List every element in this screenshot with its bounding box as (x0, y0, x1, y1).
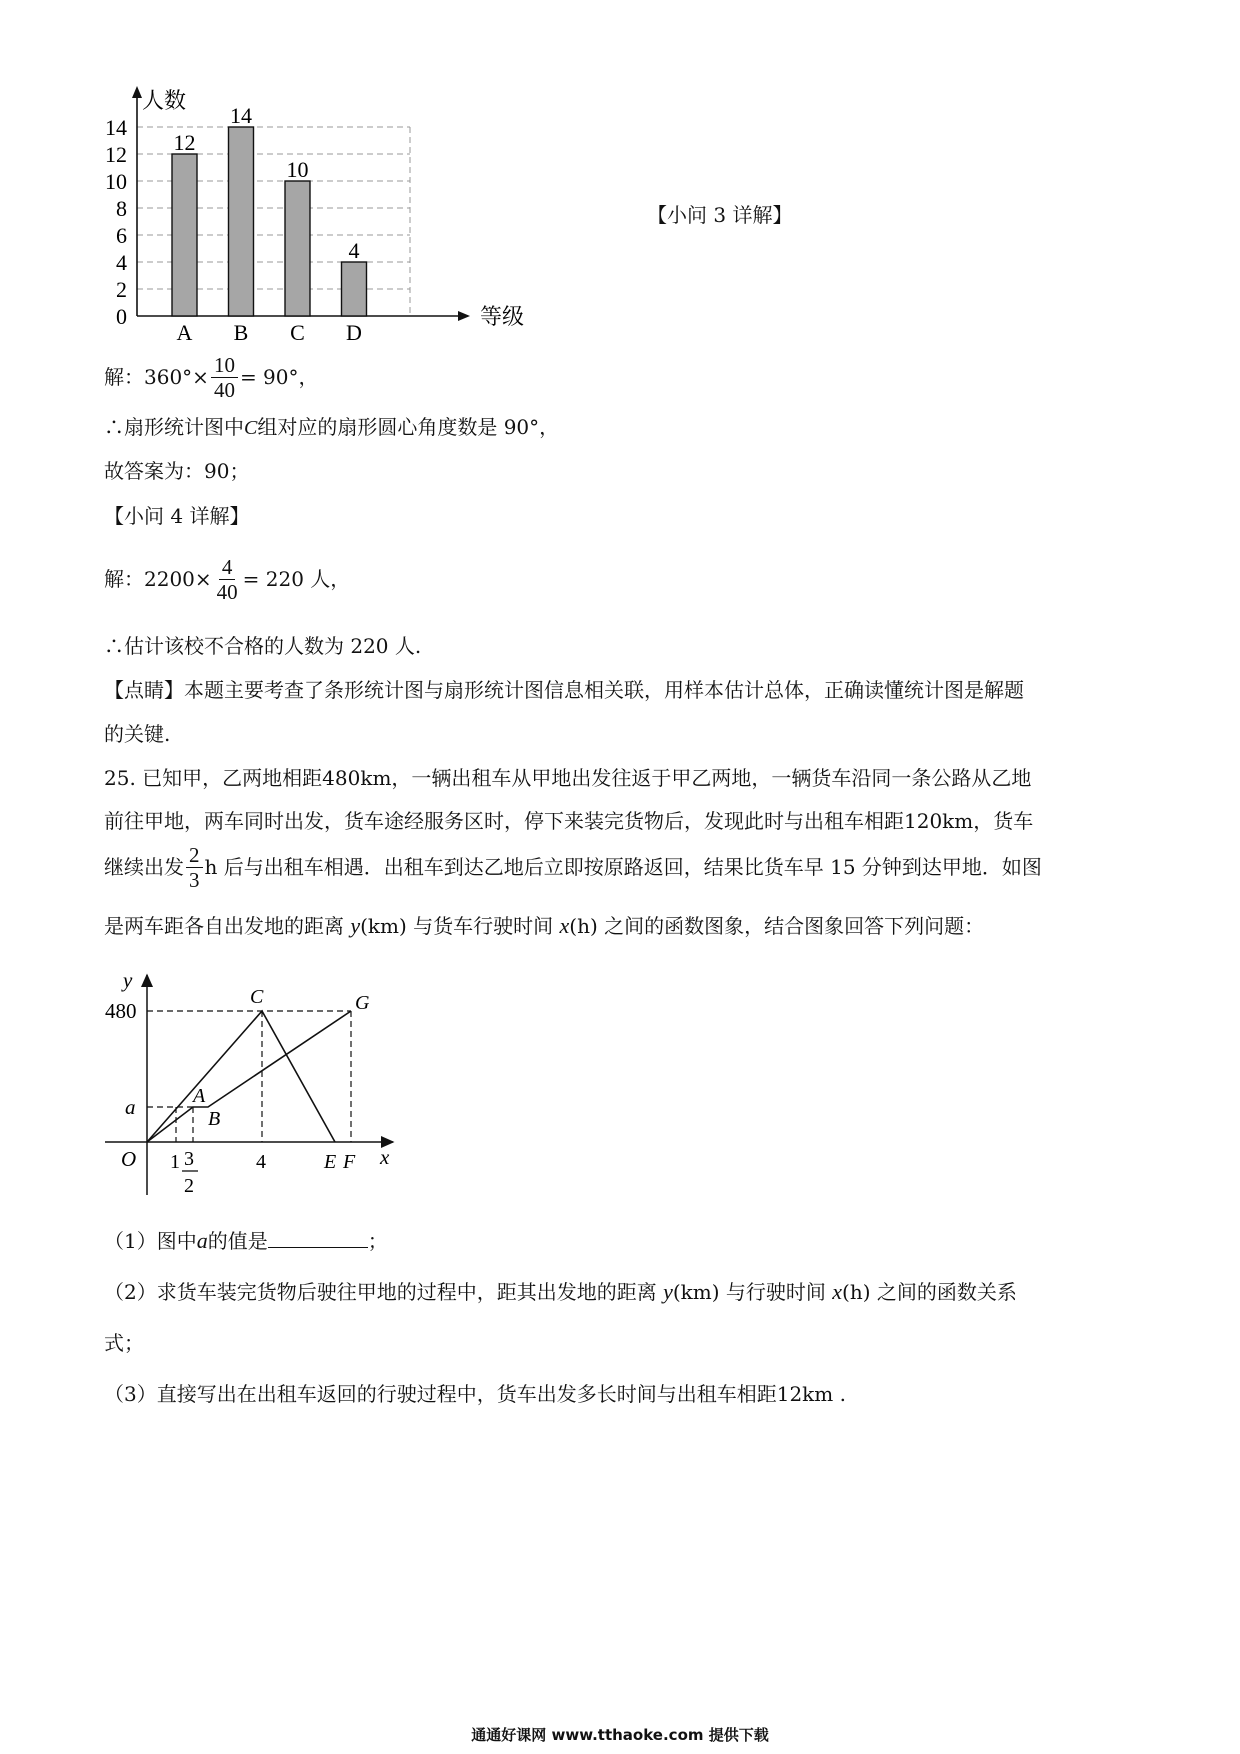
q4-calc-suffix: = 220 人， (242, 567, 351, 591)
problem25-line4-post: (h) 之间的函数图象，结合图象回答下列问题： (569, 914, 985, 938)
q3-answer: 故答案为：90； (104, 459, 250, 483)
q2-pre: （2）求货车装完货物后驶往甲地的过程中，距其出发地的距离 (104, 1280, 657, 1304)
chart-data-label: 4 (348, 238, 360, 263)
graph-origin-label: O (121, 1147, 137, 1171)
question-2-line-2: 式； (104, 1331, 144, 1355)
chart-y-tick-label: 2 (116, 277, 127, 302)
q1-post: 的值是 (207, 1229, 268, 1253)
comment-line-2: 的关键. (104, 722, 171, 746)
graph-y-label: y (123, 968, 133, 992)
chart-y-tick-label: 0 (116, 304, 127, 329)
q3-fraction (211, 354, 238, 401)
graph-x-1: 1 (170, 1151, 180, 1173)
chart-bar-C (285, 181, 310, 316)
problem25-line3-pre: 继续出发 (104, 855, 184, 879)
chart-data-label: 12 (173, 130, 196, 155)
chart-x-axis-label: 等级 (480, 304, 525, 329)
chart-y-tick-label: 4 (116, 250, 127, 275)
chart-bar-A (172, 154, 197, 316)
chart-y-tick-label: 14 (105, 115, 127, 140)
problem25-var-y: y (350, 913, 361, 938)
q1-var: a (196, 1228, 208, 1253)
q2-var-x: x (832, 1279, 843, 1304)
question-3: （3）直接写出在出租车返回的行驶过程中，货车出发多长时间与出租车相距12km . (104, 1382, 846, 1406)
graph-point-G: G (355, 992, 370, 1014)
question-1 (104, 1228, 388, 1254)
problem25-line-3 (104, 840, 1042, 894)
q3-frac-num: 10 (211, 354, 238, 378)
problem25-fraction (186, 844, 203, 891)
chart-data-label: 14 (230, 103, 252, 128)
q4-conclusion: ∴估计该校不合格的人数为 220 人. (104, 634, 422, 658)
problem25-line3-post: h 后与出租车相遇．出租车到达乙地后立即按原路返回，结果比货车早 15 分钟到达甲地．如图 (204, 855, 1042, 879)
q3-frac-den: 40 (213, 377, 235, 402)
q1-end: ； (367, 1229, 388, 1253)
chart-x-arrow (458, 311, 470, 321)
q4-frac-num: 4 (219, 556, 236, 580)
q4-fraction (214, 556, 241, 603)
bar-chart (100, 80, 560, 350)
q2-mid: (km) 与行驶时间 (672, 1280, 826, 1304)
page-footer: 通通好课网 www.tthaoke.com 提供下载 (471, 1726, 769, 1744)
q4-calc-prefix: 解：2200× (104, 567, 212, 591)
truck-line (147, 1011, 351, 1142)
chart-bar-D (342, 262, 367, 316)
graph-y-a: a (125, 1095, 136, 1119)
problem25-line-2: 前往甲地，两车同时出发，货车途经服务区时，停下来装完货物后，发现此时与出租车相距120km，货车 (104, 809, 1034, 833)
chart-category-label: C (290, 320, 305, 345)
q4-heading: 【小问 4 详解】 (104, 504, 250, 528)
chart-y-axis-label: 人数 (142, 88, 187, 113)
graph-point-A: A (193, 1085, 206, 1107)
q3-calc-prefix: 解：360°× (104, 365, 209, 389)
graph-x-frac-num: 3 (184, 1148, 194, 1170)
q2-post: (h) 之间的函数关系 (842, 1280, 1017, 1304)
q2-var-y: y (663, 1279, 673, 1304)
graph-y-480: 480 (105, 999, 137, 1023)
q4-calculation (104, 552, 350, 606)
chart-y-tick-label: 12 (105, 142, 127, 167)
chart-y-tick-label: 6 (116, 223, 127, 248)
graph-point-F: F (343, 1151, 356, 1173)
graph-point-E: E (324, 1151, 337, 1173)
chart-bar-B (229, 127, 254, 316)
graph-lines (147, 1011, 351, 1142)
chart-y-tick-label: 8 (116, 196, 127, 221)
q3-conclusion-post: 组对应的扇形圆心角度数是 90°， (257, 415, 560, 439)
q3-heading: 【小问 3 详解】 (647, 203, 793, 227)
problem25-frac-num: 2 (186, 844, 203, 868)
q3-conclusion (104, 414, 559, 441)
graph-x-4: 4 (256, 1151, 266, 1173)
function-graph (95, 965, 415, 1210)
problem25-line4-pre: 是两车距各自出发地的距离 (104, 914, 344, 938)
problem25-var-x: x (559, 913, 570, 938)
chart-y-tick-label: 10 (105, 169, 127, 194)
q3-conclusion-pre: ∴扇形统计图中 (104, 415, 244, 439)
taxi-line (147, 1011, 335, 1142)
chart-category-label: D (346, 320, 362, 345)
chart-data-label: 10 (286, 157, 309, 182)
problem25-line-1: 25. 已知甲，乙两地相距480km，一辆出租车从甲地出发往返于甲乙两地，一辆货车沿同一条公路从乙地 (104, 766, 1032, 790)
chart-category-label: A (176, 320, 193, 345)
q1-pre: （1）图中 (104, 1229, 197, 1253)
comment-line-1: 【点睛】本题主要考查了条形统计图与扇形统计图信息相关联，用样本估计总体，正确读懂统计图是解题 (104, 678, 1024, 702)
chart-y-arrow (132, 86, 142, 98)
problem25-line4-mid: (km) 与货车行驶时间 (360, 914, 554, 938)
q3-calculation (104, 350, 319, 404)
graph-point-B: B (208, 1108, 221, 1130)
problem25-line-4 (104, 913, 984, 939)
graph-point-C: C (250, 986, 264, 1008)
q1-answer-blank[interactable] (268, 1229, 368, 1248)
q3-calc-suffix: = 90°， (239, 365, 319, 389)
graph-x-label: x (380, 1145, 390, 1169)
question-2-line-1 (104, 1279, 1017, 1305)
problem25-frac-den: 3 (189, 867, 200, 892)
q3-conclusion-var: C (244, 417, 258, 439)
chart-category-label: B (233, 320, 249, 345)
graph-x-frac-den: 2 (184, 1175, 194, 1197)
q4-frac-den: 40 (216, 579, 238, 604)
